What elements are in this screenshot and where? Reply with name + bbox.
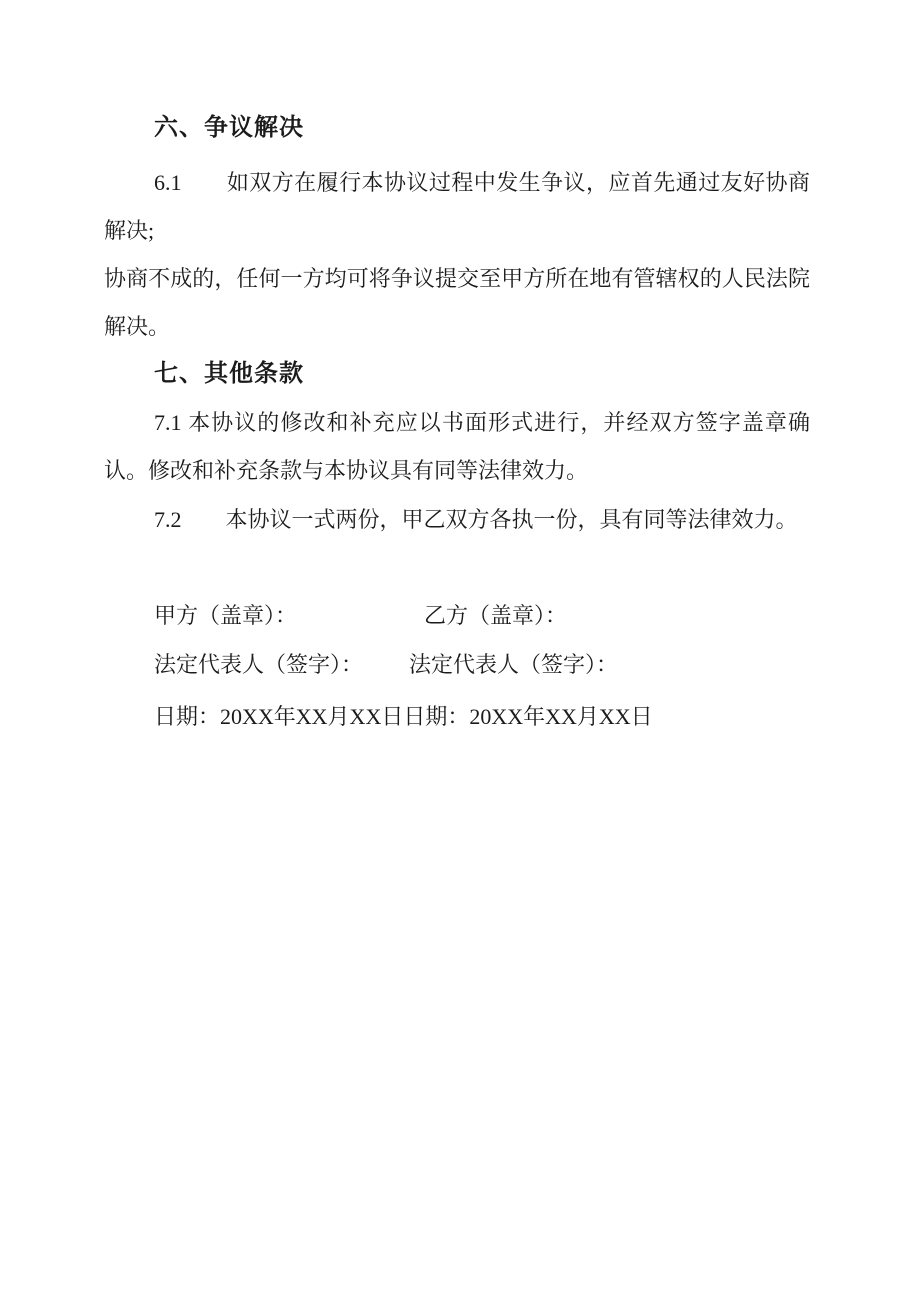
party-a-seal-label: 甲方（盖章）： [154,603,298,628]
date-row: 日期：20XX年XX月XX日日期：20XX年XX月XX日 [154,704,653,729]
clause-6-1-line-1: 6.1 如双方在履行本协议过程中发生争议，应首先通过友好协商 [154,170,810,195]
clause-7-1-line-2: 认。修改和补充条款与本协议具有同等法律效力。 [104,458,589,483]
clause-7-1-line-1: 7.1 本协议的修改和补充应以书面形式进行，并经双方签字盖章确 [154,410,810,435]
representative-signature-row [104,650,810,680]
seal-signature-row [104,601,810,631]
clause-6-1-line-2: 解决; [104,218,155,243]
section-7-heading: 七、其他条款 [154,361,304,387]
section-6-heading: 六、争议解决 [154,115,304,141]
party-a-representative-label: 法定代表人（签字）： [154,652,364,677]
dispute-paragraph-line-2: 解决。 [104,314,171,339]
party-b-representative-label: 法定代表人（签字）： [409,652,619,677]
clause-7-2-line: 7.2 本协议一式两份，甲乙双方各执一份，具有同等法律效力。 [154,507,798,532]
party-b-seal-label: 乙方（盖章）： [424,603,568,628]
dispute-paragraph-line-1: 协商不成的，任何一方均可将争议提交至甲方所在地有管辖权的人民法院 [104,266,810,291]
